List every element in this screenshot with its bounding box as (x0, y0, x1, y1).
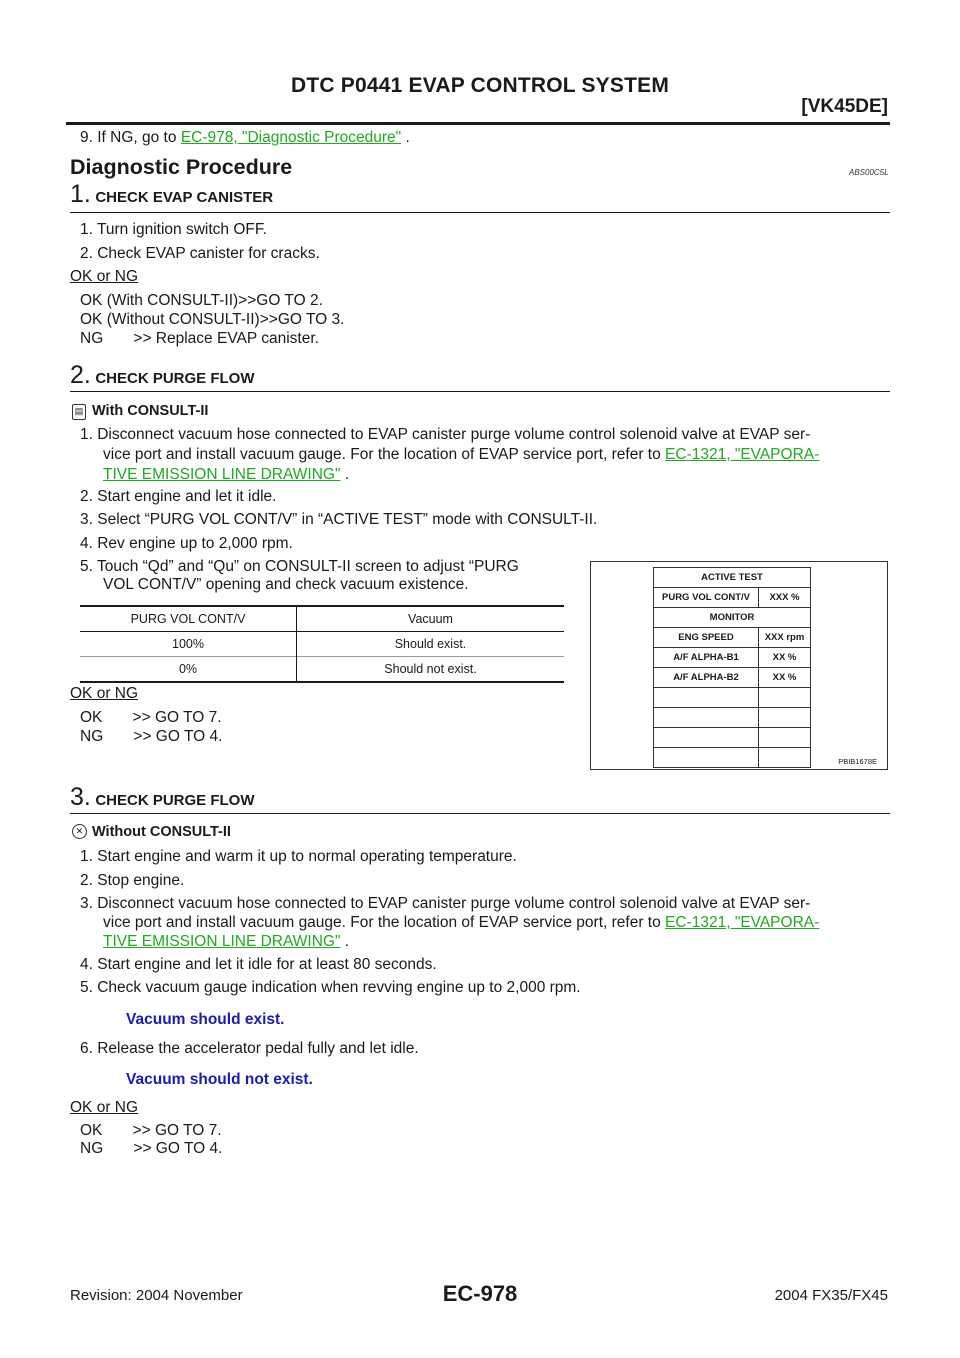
engine-code: [VK45DE] (801, 96, 888, 117)
step1-rule (70, 212, 890, 213)
figure-code: PBIB1678E (838, 757, 877, 766)
step3-item-5: 5. Check vacuum gauge indication when revving engine up to 2,000 rpm. (80, 979, 581, 996)
diagnostic-procedure-link[interactable]: EC-978, "Diagnostic Procedure" (180, 129, 402, 146)
screen-row (654, 748, 811, 768)
step1-title: CHECK EVAP CANISTER (95, 189, 274, 206)
step2-result-2: NG >> GO TO 4. (80, 728, 223, 745)
step3-item3-line1: 3. Disconnect vacuum hose connected to EVAP canister purge volume control solenoid valve at EVAP ser- (80, 895, 811, 912)
screen-cell: A/F ALPHA-B2 (654, 668, 759, 688)
step2-item1-line2 (103, 445, 819, 464)
screen-cell: PURG VOL CONT/V (654, 588, 759, 608)
intro-line (80, 128, 410, 147)
step2-title: CHECK PURGE FLOW (95, 370, 255, 387)
screen-cell (654, 688, 759, 708)
step3-heading (70, 783, 254, 812)
step3-title: CHECK PURGE FLOW (95, 792, 255, 809)
page-number: EC-978 (442, 1281, 518, 1306)
screen-cell: ACTIVE TEST (654, 568, 811, 588)
intro-prefix: 9. If NG, go to (80, 129, 177, 146)
table-row (80, 632, 564, 657)
consult-screen-figure (590, 561, 888, 770)
consult-ii-icon: ▤ (72, 404, 86, 420)
step3-item-2: 2. Stop engine. (80, 872, 185, 889)
header-rule (66, 122, 890, 125)
step3-item3-line2 (103, 913, 819, 932)
footer-revision: Revision: 2004 November (70, 1287, 243, 1304)
screen-cell: XXX % (759, 588, 811, 608)
screen-row (654, 608, 811, 628)
intro-suffix: . (405, 129, 410, 146)
screen-cell: XXX rpm (759, 628, 811, 648)
screen-row (654, 668, 811, 688)
screen-cell (654, 748, 759, 768)
step2-item1-line1: 1. Disconnect vacuum hose connected to EVAP canister purge volume control solenoid valve at EVAP ser- (80, 426, 811, 443)
screen-cell (759, 728, 811, 748)
step1-item-2: 2. Check EVAP canister for cracks. (80, 245, 320, 262)
footer-model: 2004 FX35/FX45 (774, 1287, 888, 1304)
screen-cell: A/F ALPHA-B1 (654, 648, 759, 668)
step1-result-1: OK (With CONSULT-II)>>GO TO 2. (80, 292, 323, 309)
table-header-cell: Vacuum (408, 612, 453, 626)
table-cell: 0% (80, 657, 297, 683)
step2-rule (70, 391, 890, 392)
screen-row (654, 708, 811, 728)
step2-item-4: 4. Rev engine up to 2,000 rpm. (80, 535, 293, 552)
section-title: Diagnostic Procedure (70, 155, 293, 179)
step3-rule (70, 813, 890, 814)
step2-item-2: 2. Start engine and let it idle. (80, 488, 277, 505)
screen-cell: XX % (759, 668, 811, 688)
step3-mode: Without CONSULT-II (92, 824, 231, 840)
screen-row (654, 648, 811, 668)
without-consult-icon: ✕ (72, 824, 87, 839)
screen-row (654, 588, 811, 608)
screen-row (654, 728, 811, 748)
step2-item5-line1: 5. Touch “Qd” and “Qu” on CONSULT-II screen to adjust “PURG (80, 558, 519, 575)
step2-item5-line2: VOL CONT/V” opening and check vacuum existence. (103, 576, 469, 593)
evap-drawing-link-1a[interactable]: EC-1321, "EVAPORA- (665, 446, 820, 463)
screen-row (654, 688, 811, 708)
step3-number: 3. (70, 783, 91, 811)
step2-item1-end: . (344, 466, 350, 483)
step3-item-4: 4. Start engine and let it idle for at least 80 seconds. (80, 956, 437, 973)
step2-item1-text: vice port and install vacuum gauge. For the location of EVAP service port, refer to (103, 446, 661, 463)
step1-result-3: NG >> Replace EVAP canister. (80, 330, 319, 347)
screen-row (654, 568, 811, 588)
screen-cell (654, 708, 759, 728)
step1-number: 1. (70, 180, 91, 208)
step1-heading (70, 180, 273, 209)
table-cell: Should not exist. (384, 662, 477, 676)
spec-vacuum-not-exist: Vacuum should not exist. (126, 1071, 313, 1088)
step3-item3-end: . (344, 933, 350, 950)
table-cell: 100% (80, 632, 297, 657)
active-test-screen (653, 567, 811, 768)
table-cell: Should exist. (394, 637, 467, 651)
step3-item3-text: vice port and install vacuum gauge. For the location of EVAP service port, refer to (103, 914, 661, 931)
evap-drawing-link-2b[interactable]: TIVE EMISSION LINE DRAWING" (103, 933, 341, 950)
step3-result-1: OK >> GO TO 7. (80, 1122, 222, 1139)
screen-row (654, 628, 811, 648)
screen-cell: MONITOR (654, 608, 811, 628)
step2-item-3: 3. Select “PURG VOL CONT/V” in “ACTIVE TEST” mode with CONSULT-II. (80, 511, 598, 528)
screen-cell: ENG SPEED (654, 628, 759, 648)
page-title: DTC P0441 EVAP CONTROL SYSTEM (290, 74, 670, 97)
purge-vacuum-table (80, 605, 564, 683)
step1-okng: OK or NG (70, 268, 139, 285)
screen-cell (654, 728, 759, 748)
table-header-cell: PURG VOL CONT/V (80, 606, 297, 632)
spec-vacuum-exist: Vacuum should exist. (126, 1011, 285, 1028)
section-code: ABS00C5L (849, 168, 889, 177)
screen-cell (759, 748, 811, 768)
step3-item3-line3 (103, 932, 349, 951)
step2-okng: OK or NG (70, 685, 139, 702)
screen-cell: XX % (759, 648, 811, 668)
step2-number: 2. (70, 361, 91, 389)
table-header-row (80, 606, 564, 632)
step2-item1-line3 (103, 465, 349, 484)
screen-cell (759, 708, 811, 728)
step2-heading (70, 361, 254, 390)
table-row (80, 657, 564, 683)
step3-item-6: 6. Release the accelerator pedal fully and let idle. (80, 1040, 419, 1057)
step3-result-2: NG >> GO TO 4. (80, 1140, 223, 1157)
step2-mode: With CONSULT-II (92, 403, 209, 419)
evap-drawing-link-2a[interactable]: EC-1321, "EVAPORA- (665, 914, 820, 931)
step3-item-1: 1. Start engine and warm it up to normal operating temperature. (80, 848, 517, 865)
screen-cell (759, 688, 811, 708)
evap-drawing-link-1b[interactable]: TIVE EMISSION LINE DRAWING" (103, 466, 341, 483)
step1-item-1: 1. Turn ignition switch OFF. (80, 221, 267, 238)
step1-result-2: OK (Without CONSULT-II)>>GO TO 3. (80, 311, 345, 328)
step3-okng: OK or NG (70, 1099, 139, 1116)
step2-result-1: OK >> GO TO 7. (80, 709, 222, 726)
